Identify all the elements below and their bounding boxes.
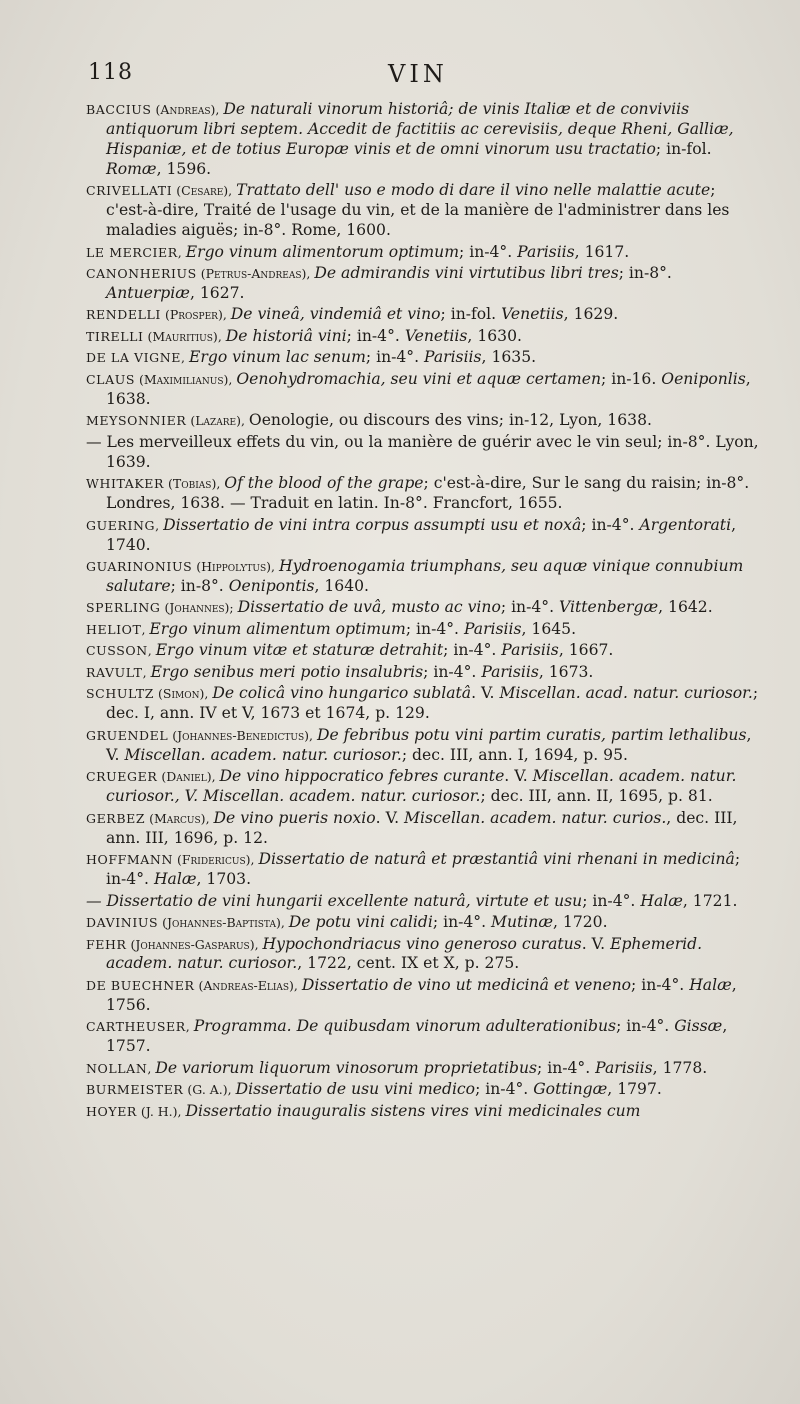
entry-given-name: (Petrus-Andreas), (196, 266, 315, 282)
entry-given-name: , (147, 643, 156, 659)
entry-place: Venetiis (404, 326, 468, 345)
entry-author: SCHULTZ (86, 686, 155, 702)
entry-details: . V. (581, 934, 611, 953)
entry-place: Gottingæ (533, 1080, 608, 1099)
entry-title: Dissertatio de vini intra corpus assumpti usu et noxâ (163, 515, 582, 534)
bibliography-entry (86, 598, 760, 618)
bibliography-entry (86, 181, 760, 241)
entry-given-name: (Andreas), (151, 102, 224, 117)
bibliography-entry (86, 892, 760, 912)
entry-given-name: , (155, 517, 164, 533)
entry-title: Ergo senibus meri potio insalubris (150, 662, 424, 681)
entry-details: ; in-4°. (581, 515, 640, 534)
bibliography-entry (86, 348, 760, 368)
entry-title: Ergo vinum alimentum optimum (149, 619, 406, 638)
entry-tail: , 1722, cent. IX et X, p. 275. (297, 954, 520, 973)
entry-tail: , 1720. (553, 913, 608, 931)
entry-author: HOYER (86, 1103, 137, 1119)
entry-given-name: (Cesare), (172, 183, 237, 199)
entry-given-name: (Lazare), (186, 413, 249, 429)
entry-tail: , 1596. (156, 159, 212, 178)
entry-title: Dissertatio de naturâ et præstantiâ vini rhenani in medicinâ (258, 850, 735, 869)
entry-tail: , dec. III, ann. III, 1696, p. 12. (106, 808, 738, 847)
entry-author: CARTHEUSER (86, 1019, 186, 1035)
entry-author: WHITAKER (86, 476, 165, 492)
entry-given-name: (Prosper), (160, 307, 231, 323)
entry-tail: , 1778. (652, 1058, 708, 1077)
bibliography-entry (86, 1080, 760, 1100)
entry-given-name: (Marcus), (145, 810, 214, 826)
entry-given-name: (Maximilianus), (135, 371, 237, 387)
entry-place: Miscellan. acad. natur. curiosor. (499, 684, 753, 703)
entry-place: Parisiis (463, 619, 522, 638)
entry-tail: , 1721. (682, 891, 738, 910)
entry-tail: , 1673. (538, 662, 594, 681)
entry-place: Antuerpiæ (106, 283, 190, 302)
bibliography-entry (86, 327, 760, 347)
entry-given-name: (Andreas-Elias), (194, 977, 302, 993)
entry-title: Hypochondriacus vino generoso curatus (262, 934, 582, 953)
entry-details: ; in-4°. (423, 662, 482, 681)
entry-place: Argentorati (639, 515, 732, 534)
entry-title: De vineâ, vindemiâ et vino (230, 305, 441, 324)
entry-given-name: (Johannes); (160, 600, 238, 616)
entry-details: ; c'est-à-dire, Traité de l'usage du vin, et de la manière de l'administrer dans les maladies aiguës; in-8°. Rome, 1600. (106, 181, 730, 240)
entry-author: DAVINIUS (86, 915, 159, 930)
entry-given-name: , (181, 350, 189, 366)
entry-place: Oenipontis (228, 576, 315, 595)
entry-place: Oeniponlis (661, 369, 746, 388)
entry-title: De historiâ vini (225, 326, 347, 345)
entry-tail: , 1797. (607, 1080, 662, 1099)
bibliography-entry (86, 809, 760, 849)
entry-details: ; in-4°. (432, 913, 492, 931)
entry-place: Halæ (640, 891, 683, 910)
entry-tail: , 1703. (196, 870, 252, 888)
entry-title: Trattato dell' uso e modo di dare il vino nelle malattie acute (236, 181, 711, 200)
entry-details: ; in-4°. (500, 598, 560, 617)
entry-tail: , 1627. (189, 283, 245, 302)
entry-author: CRIVELLATI (86, 183, 173, 199)
entry-details: ; in-4°. (443, 641, 502, 660)
entry-author: GUERING (86, 517, 156, 533)
entry-tail: ; dec. III, ann. II, 1695, p. 81. (480, 787, 713, 806)
entry-place: Venetiis (501, 305, 564, 324)
bibliography-entry (86, 100, 760, 180)
entry-tail: , 1635. (481, 348, 537, 367)
entry-author: BURMEISTER (86, 1082, 184, 1098)
entry-details: — Les merveilleux effets du vin, ou la manière de guérir avec le vin seul; in-8°. Lyon, 1639. (86, 432, 759, 471)
entry-place: Miscellan. academ. natur. curios. (404, 808, 667, 827)
bibliography-entries (86, 100, 760, 1123)
entry-author: FEHR (86, 936, 127, 952)
entry-title: Dissertatio de usu vini medico (235, 1080, 476, 1099)
entry-author: LE MERCIER (86, 244, 178, 260)
bibliography-entry (86, 516, 760, 556)
entry-given-name: (Johannes-Benedictus), (168, 727, 317, 743)
entry-details: ; in-4°. (106, 850, 741, 888)
entry-title: Ergo vinum lac senum (189, 348, 366, 367)
entry-title: De variorum liquorum vinosorum proprietatibus (155, 1058, 537, 1077)
entry-given-name: (Hippolytus), (192, 559, 279, 575)
entry-tail: ; dec. I, ann. IV et V, 1673 et 1674, p. 129. (106, 684, 759, 723)
entry-author: CANONHERIUS (86, 266, 197, 282)
entry-tail: ; dec. III, ann. I, 1694, p. 95. (401, 745, 628, 764)
entry-author: NOLLAN (86, 1060, 148, 1076)
bibliography-entry (86, 1017, 760, 1057)
entry-tail: , 1757. (106, 1017, 728, 1056)
entry-given-name: (Mauritius), (143, 328, 226, 344)
entry-place: Parisiis (424, 348, 482, 367)
bibliography-entry (86, 557, 760, 597)
entry-details: ; in-4°. (616, 1017, 675, 1036)
bibliography-entry (86, 976, 760, 1016)
running-head: VIN (388, 60, 448, 88)
entry-title: De admirandis vini virtutibus libri tres (314, 264, 619, 283)
entry-details: ; in-8°. (618, 264, 672, 283)
entry-given-name: (G. A.), (183, 1082, 236, 1098)
entry-given-name: , (141, 621, 150, 637)
bibliography-entry (86, 641, 760, 661)
bibliography-entry (86, 1059, 760, 1079)
page-number: 118 (88, 60, 133, 85)
entry-details: ; in-4°. (537, 1058, 596, 1077)
entry-details: ; in-4°. (459, 242, 518, 261)
entry-title: De vino hippocratico febres curante (219, 767, 505, 786)
page-header (88, 60, 758, 94)
entry-title: Dissertatio de vino ut medicinâ et veneno (301, 975, 632, 994)
entry-details: ; in-8°. (170, 576, 229, 595)
entry-details: . V. (471, 684, 500, 703)
entry-title: Oenohydromachia, seu vini et aquæ certamen (236, 369, 601, 388)
entry-author: TIRELLI (86, 328, 144, 344)
entry-place: Parisiis (595, 1058, 653, 1077)
entry-place: Gissæ (674, 1017, 723, 1036)
entry-title: De vino pueris noxio (213, 808, 376, 827)
entry-given-name: , (142, 664, 151, 680)
entry-tail: , 1630. (467, 326, 522, 345)
entry-given-name: (Johannes-Baptista), (158, 915, 289, 930)
entry-tail: , 1642. (658, 598, 713, 617)
entry-place: Vittenbergæ (559, 598, 659, 617)
entry-details: Oenologie, ou discours des vins; in-12, Lyon, 1638. (248, 411, 652, 430)
entry-given-name: , (185, 1019, 194, 1035)
entry-tail: , 1629. (563, 305, 619, 324)
entry-author: DE LA VIGNE (86, 350, 182, 366)
entry-author: GERBEZ (86, 810, 146, 826)
entry-place: Parisiis (501, 641, 559, 660)
entry-tail: , 1667. (558, 641, 614, 660)
entry-author: BACCIUS (86, 102, 152, 117)
bibliography-entry (86, 433, 760, 473)
entry-title: Ergo vinum alimentorum optimum (185, 242, 459, 261)
entry-author: CLAUS (86, 371, 135, 387)
entry-tail: , 1617. (574, 242, 630, 261)
entry-author: GRUENDEL (86, 727, 169, 743)
bibliography-entry (86, 474, 760, 514)
bibliography-entry (86, 935, 760, 975)
entry-details: . V. (504, 767, 533, 786)
entry-details: ; in-4°. (475, 1080, 534, 1099)
entry-place: Halæ (153, 870, 197, 888)
entry-place: Mutinæ (491, 913, 553, 931)
entry-place: Miscellan. academ. natur. curiosor., V. Miscellan. academ. natur. curiosor. (106, 767, 737, 806)
entry-title: Hydroenogamia triumphans, seu aquæ vinique connubium salutare (106, 557, 744, 595)
entry-author: CRUEGER (86, 769, 158, 785)
entry-title: De potu vini calidi (288, 913, 433, 931)
bibliography-entry (86, 411, 760, 431)
entry-details: ; in-4°. (405, 619, 464, 638)
entry-tail: , 1640. (314, 576, 370, 595)
entry-author: MEYSONNIER (86, 413, 187, 429)
entry-title: Programma. De quibusdam vinorum adulterationibus (193, 1017, 617, 1036)
bibliography-entry (86, 370, 760, 410)
entry-title: Ergo vinum vitæ et staturæ detrahit (155, 641, 444, 660)
entry-given-name: , (177, 244, 186, 260)
bibliography-entry (86, 264, 760, 304)
entry-details: ; in-fol. (440, 305, 502, 324)
entry-given-name: (J. H.), (136, 1103, 186, 1119)
entry-details: ; in-4°. (365, 348, 425, 367)
bibliography-entry (86, 243, 760, 263)
entry-author: HOFFMANN (86, 852, 173, 868)
entry-title: — Dissertatio de vini hungarii excellente naturâ, virtute et usu (86, 891, 583, 910)
entry-given-name: (Simon), (154, 686, 213, 702)
entry-place: Ephemerid. academ. natur. curiosor. (106, 934, 703, 973)
bibliography-entry (86, 850, 760, 890)
entry-title: Dissertatio de uvâ, musto ac vino (237, 598, 501, 617)
entry-title: De naturali vinorum historiâ; de vinis Italiæ et de conviviis antiquorum libri septem. Accedit de factitiis ac cerevisiis, deque Rheni, Galliæ, Hispaniæ, et de totius Europæ vinis et de omni vinorum usu tractatio (106, 100, 734, 158)
entry-place: Parisiis (481, 662, 539, 681)
bibliography-entry (86, 620, 760, 640)
entry-title: Dissertatio inauguralis sistens vires vini medicinales cum (185, 1101, 641, 1120)
entry-details: . V. (375, 808, 405, 827)
entry-author: HELIOT (86, 621, 142, 637)
entry-details: , V. (106, 725, 752, 764)
bibliography-entry (86, 663, 760, 683)
entry-details: ; in-4°. (346, 326, 405, 345)
bibliography-entry (86, 726, 760, 766)
entry-title: De colicâ vino hungarico sublatâ (212, 684, 472, 703)
entry-place: Miscellan. academ. natur. curiosor. (124, 745, 402, 764)
entry-author: SPERLING (86, 600, 161, 616)
entry-place: Romæ (106, 159, 157, 178)
entry-details: ; in-16. (601, 369, 662, 388)
entry-details: ; in-4°. (631, 975, 690, 994)
entry-author: RENDELLI (86, 307, 161, 323)
entry-title: Of the blood of the grape (224, 474, 424, 493)
entry-author: RAVULT (86, 664, 143, 680)
entry-given-name: (Tobias), (164, 476, 225, 492)
entry-given-name: (Fridericus), (173, 852, 259, 868)
entry-author: GUARINONIUS (86, 559, 193, 575)
bibliography-entry (86, 913, 760, 933)
bibliography-entry (86, 767, 760, 807)
entry-tail: , 1756. (106, 975, 737, 1014)
entry-author: DE BUECHNER (86, 977, 195, 993)
entry-tail: , 1740. (106, 515, 737, 554)
entry-given-name: (Daniel), (157, 769, 220, 785)
entry-tail: , 1645. (521, 619, 577, 638)
entry-tail: , 1638. (106, 369, 751, 408)
entry-given-name: , (147, 1060, 156, 1076)
entry-details: ; in-4°. (582, 891, 641, 910)
entry-author: CUSSON (86, 643, 148, 659)
entry-place: Halæ (689, 975, 732, 994)
entry-details: ; c'est-à-dire, Sur le sang du raisin; in-8°. Londres, 1638. — Traduit en latin. In-8°. Francfort, 1655. (106, 474, 750, 513)
entry-given-name: (Johannes-Gasparus), (126, 936, 263, 952)
entry-place: Parisiis (517, 242, 575, 261)
bibliography-entry (86, 305, 760, 325)
entry-title: De febribus potu vini partim curatis, partim lethalibus (316, 725, 747, 744)
entry-details: ; in-fol. (655, 139, 712, 158)
bibliography-entry (86, 1102, 760, 1122)
bibliography-entry (86, 684, 760, 724)
